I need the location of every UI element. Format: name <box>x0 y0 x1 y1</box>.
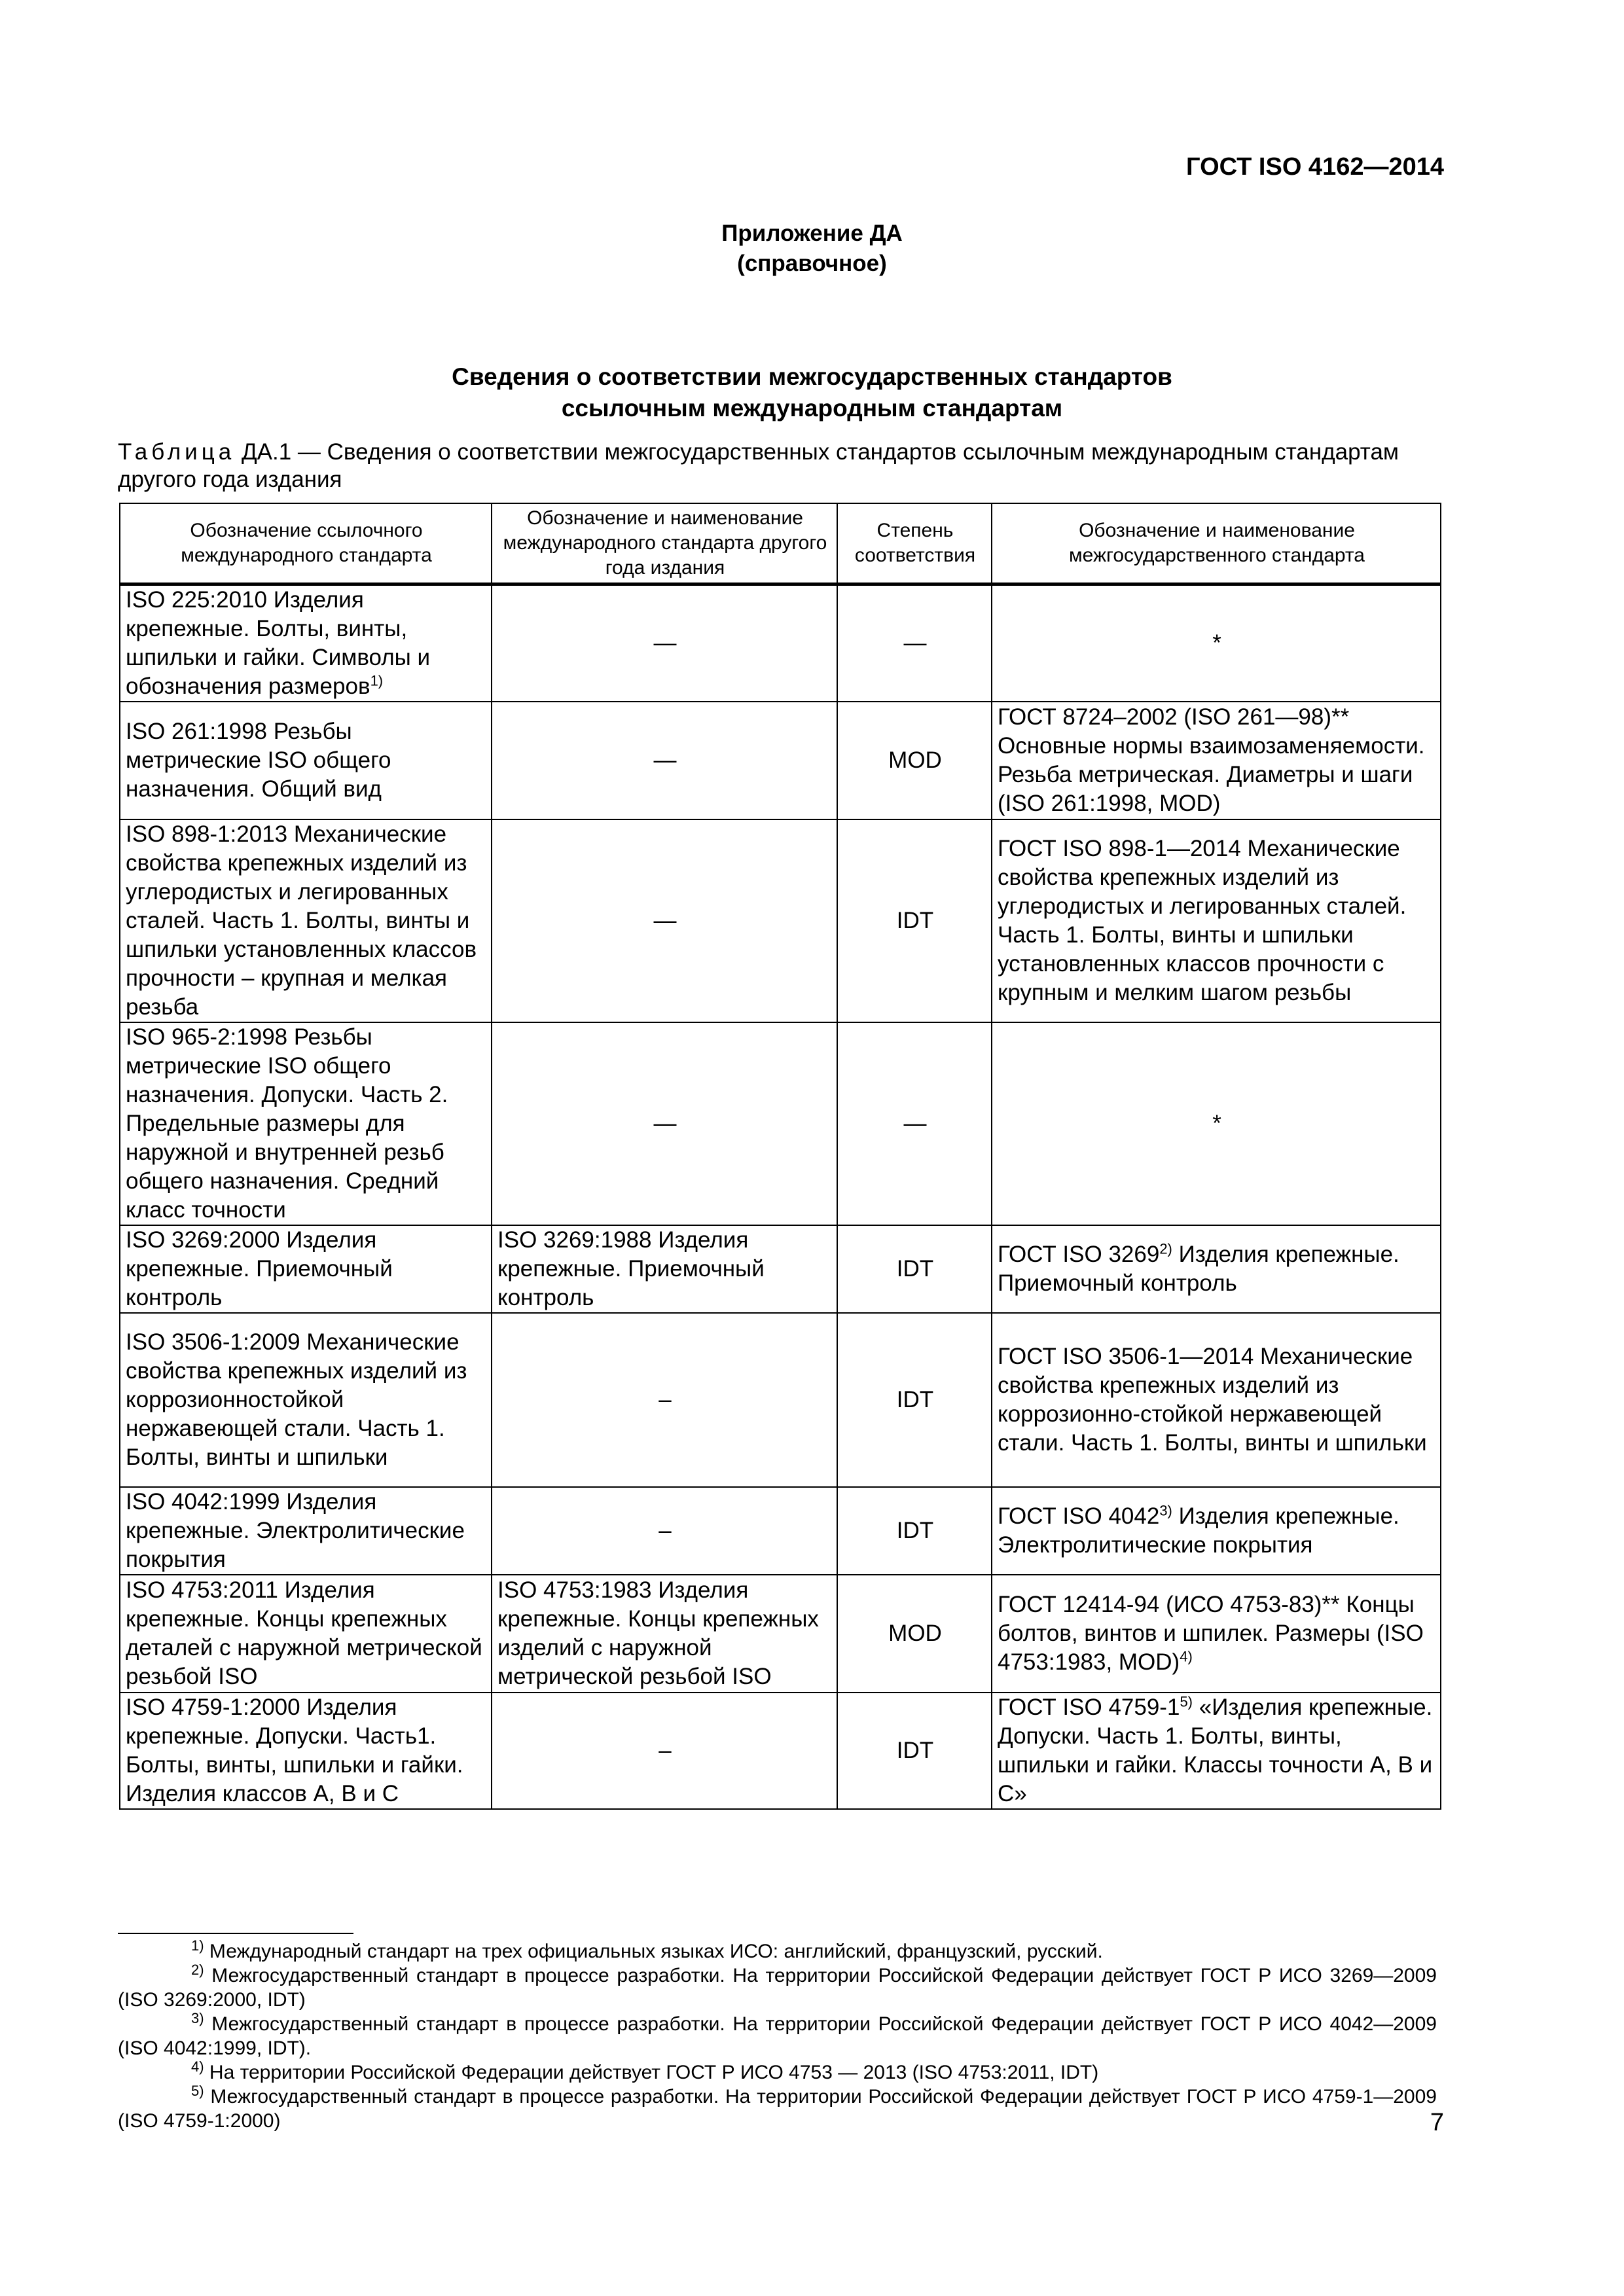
cell-gost-standard <box>992 1575 1441 1693</box>
gost-standard-tail: Изделия крепежные. Приемочный контроль <box>998 1242 1399 1296</box>
table-row <box>120 702 1441 819</box>
table-body <box>120 584 1441 1810</box>
gost-standard-text: ГОСТ 12414-94 (ИСО 4753-83)** Концы болтов, винтов и шпилек. Размеры (ISO 4753:1983, MOD) <box>998 1592 1424 1675</box>
cell-intl-standard <box>120 1575 492 1693</box>
intl-standard-text: ISO 3506-1:2009 Механические свойства крепежных изделий из коррозионностойкой нержавеющей стали. Часть 1. Болты, винты и шпильки <box>126 1329 467 1470</box>
gost-standard-text: ГОСТ ISO 3506-1—2014 Механические свойства крепежных изделий из коррозионно-стойкой нержавеющей стали. Часть 1. Болты, винты и шпильки <box>998 1344 1427 1456</box>
cell-degree: IDT <box>837 1487 992 1575</box>
footnote-text: Межгосударственный стандарт в процессе разработки. На территории Российской Федерации действует ГОСТ Р ИСО 3269—2009 (ISO 3269:2000, IDT) <box>118 1965 1437 2011</box>
footnote-mark: 2) <box>191 1962 204 1978</box>
cell-intl-standard <box>120 819 492 1022</box>
cell-gost-standard <box>992 1022 1441 1225</box>
cell-gost-standard <box>992 819 1441 1022</box>
footnotes <box>118 1939 1437 2133</box>
document-code: ГОСТ ISO 4162—2014 <box>1186 153 1444 181</box>
table-row <box>120 1313 1441 1487</box>
section-title-line1: Сведения о соответствии межгосударственных стандартов <box>452 363 1172 390</box>
cell-intl-standard <box>120 1022 492 1225</box>
header-intl: Обозначение ссылочного международного стандарта <box>120 503 492 584</box>
footnote-mark: 5) <box>191 2083 204 2099</box>
page-number: 7 <box>1430 2109 1444 2136</box>
appendix-title: Приложение ДА <box>721 221 903 246</box>
cell-degree: IDT <box>837 819 992 1022</box>
cell-degree: — <box>837 584 992 702</box>
footnote-text: Межгосударственный стандарт в процессе разработки. На территории Российской Федерации действует ГОСТ Р ИСО 4759-1—2009 (ISO 4759-1:2000) <box>118 2086 1437 2132</box>
cell-degree: IDT <box>837 1225 992 1313</box>
gost-standard-text: * <box>1212 1111 1221 1136</box>
intl-standard-text: ISO 4042:1999 Изделия крепежные. Электролитические покрытия <box>126 1489 465 1572</box>
cell-other-edition: — <box>492 584 837 702</box>
gost-standard-text: ГОСТ ISO 898-1—2014 Механические свойства крепежных изделий из углеродистых и легированных сталей. Часть 1. Болты, винты и шпильки установленных классов прочности с крупным и мелким шагом резьбы <box>998 836 1407 1005</box>
appendix-subtitle: (справочное) <box>737 251 887 276</box>
cell-other-edition: – <box>492 1487 837 1575</box>
cell-degree: IDT <box>837 1693 992 1809</box>
footnote-mark: 4) <box>191 2058 204 2075</box>
header-other: Обозначение и наименование международного стандарта другого года издания <box>492 503 837 584</box>
cell-degree: — <box>837 1022 992 1225</box>
gost-standard-text: ГОСТ ISO 3269 <box>998 1242 1160 1267</box>
gost-standard-text: ГОСТ ISO 4042 <box>998 1503 1160 1529</box>
appendix-heading <box>0 219 1624 279</box>
cell-gost-standard <box>992 1487 1441 1575</box>
cell-other-edition: — <box>492 819 837 1022</box>
footnote <box>118 1964 1437 2012</box>
table-caption-text: ДА.1 — Сведения о соответствии межгосударственных стандартов ссылочным международным стандартам другого года издания <box>118 439 1399 492</box>
intl-standard-text: ISO 3269:2000 Изделия крепежные. Приемочный контроль <box>126 1227 393 1310</box>
intl-standard-text: ISO 965-2:1998 Резьбы метрические ISO общего назначения. Допуски. Часть 2. Предельные размеры для наружной и внутренней резьб общего назначения. Средний класс точности <box>126 1024 448 1223</box>
gost-standard-tail: Изделия крепежные. Электролитические покрытия <box>998 1503 1399 1558</box>
table-row <box>120 1693 1441 1809</box>
table-caption-label: Таблица <box>118 439 236 465</box>
footnote-ref: 5) <box>1180 1693 1193 1710</box>
cell-other-edition: ISO 4753:1983 Изделия крепежные. Концы крепежных изделий с наружной метрической резьбой ISO <box>492 1575 837 1693</box>
footnote-text: Межгосударственный стандарт в процессе разработки. На территории Российской Федерации действует ГОСТ Р ИСО 4042—2009 (ISO 4042:1999, IDT). <box>118 2013 1437 2059</box>
cell-gost-standard <box>992 584 1441 702</box>
gost-standard-text: ГОСТ ISO 4759-1 <box>998 1695 1180 1720</box>
cell-intl-standard <box>120 1487 492 1575</box>
header-gost: Обозначение и наименование межгосударственного стандарта <box>992 503 1441 584</box>
footnote-text: Международный стандарт на трех официальных языках ИСО: английский, французский, русский. <box>204 1941 1103 1962</box>
footnote <box>118 1939 1437 1964</box>
intl-standard-text: ISO 261:1998 Резьбы метрические ISO общего назначения. Общий вид <box>126 719 391 802</box>
footnote <box>118 2012 1437 2060</box>
section-title <box>0 361 1624 424</box>
standards-table <box>119 503 1441 1810</box>
cell-degree: MOD <box>837 702 992 819</box>
cell-degree: MOD <box>837 1575 992 1693</box>
footnote-ref: 2) <box>1159 1240 1172 1257</box>
cell-other-edition: — <box>492 1022 837 1225</box>
cell-other-edition: – <box>492 1313 837 1487</box>
table-caption <box>118 439 1437 493</box>
cell-intl-standard <box>120 1313 492 1487</box>
table-row <box>120 584 1441 702</box>
footnote-divider <box>118 1933 353 1934</box>
footnote-ref: 4) <box>1180 1648 1193 1665</box>
table-row <box>120 1022 1441 1225</box>
cell-intl-standard <box>120 1225 492 1313</box>
cell-other-edition: ISO 3269:1988 Изделия крепежные. Приемочный контроль <box>492 1225 837 1313</box>
cell-degree: IDT <box>837 1313 992 1487</box>
intl-standard-text: ISO 4759-1:2000 Изделия крепежные. Допуски. Часть1. Болты, винты, шпильки и гайки. Изделия классов А, В и С <box>126 1695 463 1806</box>
footnote-ref: 1) <box>370 672 384 689</box>
table-row <box>120 1225 1441 1313</box>
cell-intl-standard <box>120 702 492 819</box>
footnote <box>118 2060 1437 2085</box>
table-header-row <box>120 503 1441 584</box>
table-row <box>120 1487 1441 1575</box>
intl-standard-text: ISO 4753:2011 Изделия крепежные. Концы крепежных деталей с наружной метрической резьбой ISO <box>126 1577 482 1689</box>
cell-gost-standard <box>992 1693 1441 1809</box>
cell-intl-standard <box>120 1693 492 1809</box>
gost-standard-text: * <box>1212 630 1221 656</box>
intl-standard-text: ISO 898-1:2013 Механические свойства крепежных изделий из углеродистых и легированных сталей. Часть 1. Болты, винты и шпильки установленных классов прочности – крупная и мелкая резьба <box>126 821 477 1020</box>
cell-gost-standard <box>992 1225 1441 1313</box>
cell-other-edition: — <box>492 702 837 819</box>
cell-gost-standard <box>992 1313 1441 1487</box>
gost-standard-text: ГОСТ 8724–2002 (ISO 261—98)** Основные нормы взаимозаменяемости. Резьба метрическая. Диаметры и шаги (ISO 261:1998, MOD) <box>998 704 1425 816</box>
footnote-text: На территории Российской Федерации действует ГОСТ Р ИСО 4753 — 2013 (ISO 4753:2011, IDT) <box>204 2062 1099 2083</box>
table-row <box>120 819 1441 1022</box>
footnote <box>118 2085 1437 2133</box>
cell-other-edition: – <box>492 1693 837 1809</box>
footnote-mark: 3) <box>191 2010 204 2026</box>
footnote-ref: 3) <box>1159 1502 1172 1519</box>
cell-gost-standard <box>992 702 1441 819</box>
gost-standard-tail: «Изделия крепежные. Допуски. Часть 1. Болты, винты, шпильки и гайки. Классы точности А, В и С» <box>998 1695 1433 1806</box>
intl-standard-text: ISO 225:2010 Изделия крепежные. Болты, винты, шпильки и гайки. Символы и обозначения размеров <box>126 587 431 699</box>
header-degree: Степень соответствия <box>837 503 992 584</box>
cell-intl-standard <box>120 584 492 702</box>
section-title-line2: ссылочным международным стандартам <box>561 395 1063 422</box>
footnote-mark: 1) <box>191 1937 204 1954</box>
table-row <box>120 1575 1441 1693</box>
